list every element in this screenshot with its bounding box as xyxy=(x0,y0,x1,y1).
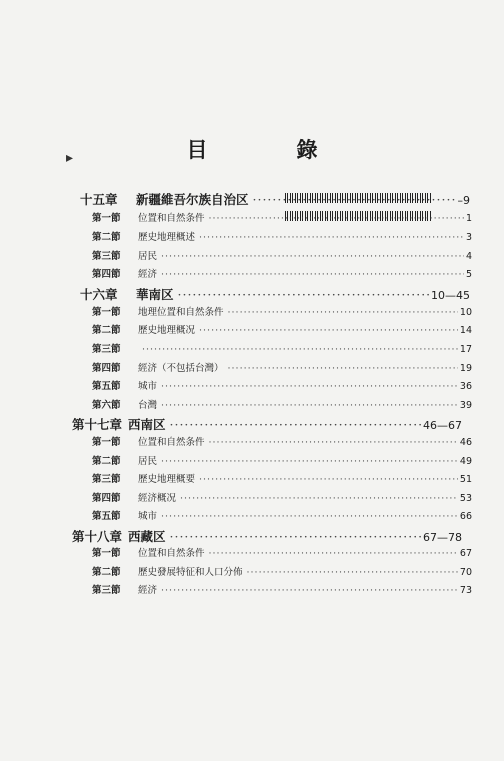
page-number: 5 xyxy=(465,269,472,280)
section-label: 第一節 xyxy=(92,213,121,224)
toc-section-row xyxy=(92,266,472,280)
page-number: 1 xyxy=(465,213,472,224)
leader-dots xyxy=(161,456,458,467)
toc-section-row xyxy=(92,210,472,224)
page-number: 67—78 xyxy=(423,531,462,544)
toc-section-row xyxy=(92,508,472,522)
section-title: 台灣 xyxy=(138,400,158,411)
page-number: 53 xyxy=(459,493,472,504)
chapter-label: 十五章 xyxy=(80,192,118,207)
toc-section-row xyxy=(92,564,472,578)
chapter-label: 第十七章 xyxy=(72,417,123,432)
section-title: 位置和自然条件 xyxy=(138,437,205,448)
toc-chapter-row xyxy=(80,190,470,208)
leader-dots xyxy=(253,192,456,207)
section-title: 位置和自然条件 xyxy=(138,213,205,224)
leader-dots xyxy=(170,529,421,544)
leader-dots xyxy=(209,548,458,559)
page-number: 66 xyxy=(459,511,472,522)
chapter-label: 十六章 xyxy=(80,287,118,302)
toc-section-row xyxy=(92,582,472,596)
leader-dots xyxy=(199,325,458,336)
page-number: 51 xyxy=(459,474,472,485)
page-number: 49 xyxy=(459,456,472,467)
section-label: 第三節 xyxy=(92,585,121,596)
section-label: 第六節 xyxy=(92,400,121,411)
chapter-title: 西南区 xyxy=(128,417,166,432)
page-number: 73 xyxy=(459,585,472,596)
toc-chapter-row xyxy=(72,415,462,433)
leader-dots xyxy=(142,344,458,355)
leader-dots xyxy=(161,381,458,392)
section-title: 位置和自然条件 xyxy=(138,548,205,559)
section-title: 歷史地理概述 xyxy=(138,232,196,243)
leader-dots xyxy=(228,307,458,318)
toc-section-row xyxy=(92,471,472,485)
chapter-title: 西藏区 xyxy=(128,529,166,544)
section-label: 第五節 xyxy=(92,381,121,392)
toc-section-row xyxy=(92,453,472,467)
section-title: 歷史地理概况 xyxy=(138,325,196,336)
section-title: 經济（不包括台灣） xyxy=(138,363,224,374)
section-label: 第一節 xyxy=(92,437,121,448)
toc-section-row xyxy=(92,304,472,318)
page-number: 4 xyxy=(465,251,472,262)
section-title: 居民 xyxy=(138,251,158,262)
toc-section-row xyxy=(92,341,472,355)
page-number: 70 xyxy=(459,567,472,578)
leader-dots xyxy=(180,493,458,504)
section-label: 第三節 xyxy=(92,344,121,355)
leader-dots xyxy=(209,437,458,448)
toc-section-row xyxy=(92,229,472,243)
section-title: 經济概况 xyxy=(138,493,177,504)
section-label: 第二節 xyxy=(92,456,121,467)
page-title: 目 錄 xyxy=(186,138,352,162)
page-number: 10 xyxy=(459,307,472,318)
leader-dots xyxy=(161,585,458,596)
section-title: 經济 xyxy=(138,269,158,280)
section-label: 第一節 xyxy=(92,307,121,318)
leader-dots xyxy=(170,417,421,432)
leader-dots xyxy=(199,474,458,485)
leader-dots xyxy=(247,567,458,578)
toc-section-row xyxy=(92,360,472,374)
leader-dots xyxy=(161,251,464,262)
page-number: 46—67 xyxy=(423,419,462,432)
section-label: 第一節 xyxy=(92,548,121,559)
page-number: –9 xyxy=(457,194,470,207)
toc-section-row xyxy=(92,248,472,262)
toc-section-row xyxy=(92,434,472,448)
page-number: 17 xyxy=(459,344,472,355)
page-number: 14 xyxy=(459,325,472,336)
chapter-title: 華南区 xyxy=(136,287,174,302)
leader-dots xyxy=(209,213,464,224)
toc-section-row xyxy=(92,490,472,504)
page-number: 36 xyxy=(459,381,472,392)
section-title: 城市 xyxy=(138,381,158,392)
toc-chapter-row xyxy=(72,527,462,545)
toc-section-row xyxy=(92,322,472,336)
section-title: 城市 xyxy=(138,511,158,522)
section-label: 第三節 xyxy=(92,251,121,262)
page-number: 39 xyxy=(459,400,472,411)
section-label: 第三節 xyxy=(92,474,121,485)
leader-dots xyxy=(161,269,464,280)
toc-section-row xyxy=(92,545,472,559)
toc-section-row xyxy=(92,397,472,411)
section-title: 歷史地理概要 xyxy=(138,474,196,485)
section-title: 地理位置和自然条件 xyxy=(138,307,224,318)
section-label: 第五節 xyxy=(92,511,121,522)
section-title: 歷史發展特征和人口分佈 xyxy=(138,567,243,578)
section-label: 第二節 xyxy=(92,232,121,243)
leader-dots xyxy=(178,287,429,302)
page-number: 46 xyxy=(459,437,472,448)
section-title: 居民 xyxy=(138,456,158,467)
leader-dots xyxy=(228,363,458,374)
toc-chapter-row xyxy=(80,285,470,303)
toc-section-row xyxy=(92,378,472,392)
page-number: 10—45 xyxy=(431,289,470,302)
page-number: 67 xyxy=(459,548,472,559)
section-label: 第二節 xyxy=(92,325,121,336)
section-title: 經济 xyxy=(138,585,158,596)
section-label: 第四節 xyxy=(92,493,121,504)
page-number: 19 xyxy=(459,363,472,374)
chapter-title: 新疆維吾尔族自治区 xyxy=(136,192,249,207)
page-number: 3 xyxy=(465,232,472,243)
chapter-label: 第十八章 xyxy=(72,529,123,544)
section-label: 第四節 xyxy=(92,269,121,280)
leader-dots xyxy=(161,400,458,411)
leader-dots xyxy=(161,511,458,522)
scan-mark: ▸ xyxy=(66,150,74,166)
section-label: 第四節 xyxy=(92,363,121,374)
section-label: 第二節 xyxy=(92,567,121,578)
leader-dots xyxy=(199,232,464,243)
